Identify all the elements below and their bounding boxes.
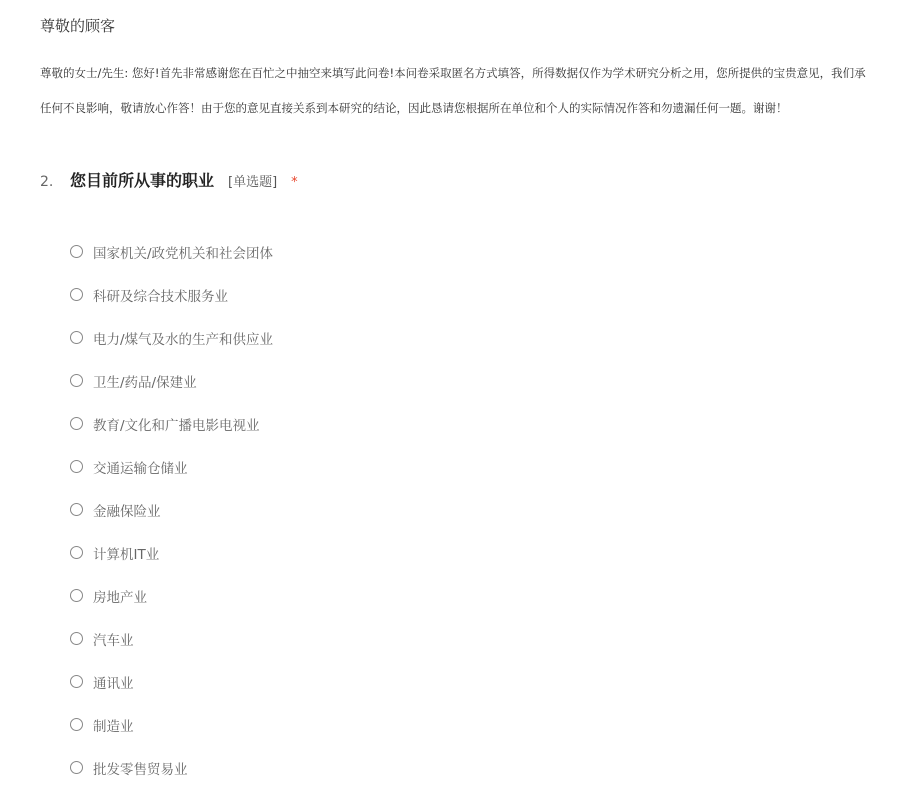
option-label[interactable]: 国家机关/政党机关和社会团体 bbox=[93, 245, 274, 262]
option-label[interactable]: 房地产业 bbox=[93, 589, 147, 606]
option-label[interactable]: 汽车业 bbox=[93, 632, 134, 649]
question-header bbox=[40, 168, 298, 191]
option-item[interactable] bbox=[70, 746, 273, 789]
option-item[interactable] bbox=[70, 660, 273, 703]
option-item[interactable] bbox=[70, 574, 273, 617]
question-number: 2. bbox=[40, 174, 54, 190]
radio-button[interactable] bbox=[70, 675, 83, 688]
intro-line: 尊敬的女士/先生: 您好!首先非常感谢您在百忙之中抽空来填写此问卷!本问卷采取匿名方式填答，所得数据仅作为学术研究分析之用，您所提供的宝贵意见，我们承 bbox=[40, 66, 866, 80]
radio-button[interactable] bbox=[70, 503, 83, 516]
radio-button[interactable] bbox=[70, 718, 83, 731]
radio-button[interactable] bbox=[70, 245, 83, 258]
radio-button[interactable] bbox=[70, 546, 83, 559]
required-mark: * bbox=[291, 175, 298, 190]
option-label[interactable]: 金融保险业 bbox=[93, 503, 161, 520]
radio-button[interactable] bbox=[70, 761, 83, 774]
question-title: 您目前所从事的职业 bbox=[70, 171, 215, 190]
option-item[interactable] bbox=[70, 703, 273, 746]
radio-button[interactable] bbox=[70, 374, 83, 387]
radio-button[interactable] bbox=[70, 589, 83, 602]
intro-paragraph bbox=[40, 56, 900, 126]
option-label[interactable]: 电力/煤气及水的生产和供应业 bbox=[93, 331, 274, 348]
option-label[interactable]: 科研及综合技术服务业 bbox=[93, 288, 228, 305]
option-item[interactable] bbox=[70, 273, 273, 316]
intro-line: 任何不良影响，敬请放心作答！由于您的意见直接关系到本研究的结论，因此恳请您根据所在单位和个人的实际情况作答和勿遗漏任何一题。谢谢！ bbox=[40, 101, 788, 115]
radio-button[interactable] bbox=[70, 288, 83, 301]
option-label[interactable]: 教育/文化和广播电影电视业 bbox=[93, 417, 260, 434]
option-label[interactable]: 交通运输仓储业 bbox=[93, 460, 188, 477]
option-label[interactable]: 卫生/药品/保建业 bbox=[93, 374, 197, 391]
radio-button[interactable] bbox=[70, 632, 83, 645]
option-list bbox=[70, 230, 273, 789]
greeting-title: 尊敬的顾客 bbox=[40, 17, 116, 35]
option-label[interactable]: 通讯业 bbox=[93, 675, 134, 692]
option-label[interactable]: 制造业 bbox=[93, 718, 134, 735]
option-item[interactable] bbox=[70, 617, 273, 660]
option-item[interactable] bbox=[70, 359, 273, 402]
radio-button[interactable] bbox=[70, 417, 83, 430]
option-item[interactable] bbox=[70, 402, 273, 445]
option-label[interactable]: 批发零售贸易业 bbox=[93, 761, 188, 778]
question-type-label: [单选题] bbox=[228, 175, 278, 190]
option-item[interactable] bbox=[70, 230, 273, 273]
option-item[interactable] bbox=[70, 488, 273, 531]
radio-button[interactable] bbox=[70, 331, 83, 344]
option-item[interactable] bbox=[70, 445, 273, 488]
option-item[interactable] bbox=[70, 316, 273, 359]
option-label[interactable]: 计算机IT业 bbox=[93, 546, 160, 563]
radio-button[interactable] bbox=[70, 460, 83, 473]
option-item[interactable] bbox=[70, 531, 273, 574]
